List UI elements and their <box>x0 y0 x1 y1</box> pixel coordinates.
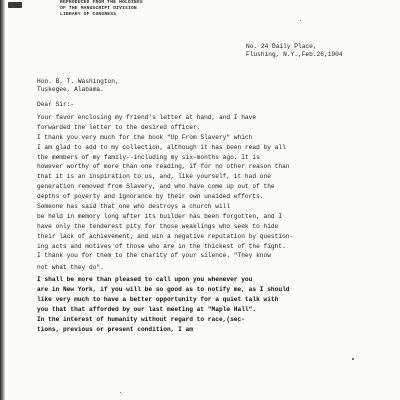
body-line: be held in memory long after its builder has been forgotten, and I <box>37 212 283 220</box>
body-line: are in New York, if you will be so good as to notify me, as I should <box>37 286 290 294</box>
stamp-line: LIBRARY OF CONGRESS <box>60 12 117 17</box>
body-line: generation removed from Slavery, and who have come up out of the <box>37 183 275 191</box>
archive-stamp <box>60 0 180 18</box>
body-line: I shall be more than pleased to call upon you whenever you <box>37 276 253 284</box>
letter-date: Flushing, N.Y.,Feb.26,1904 <box>246 51 343 58</box>
scan-speck <box>352 358 354 360</box>
body-line: you that that afforded by our last meeting at "Maple Hall". <box>37 306 257 314</box>
body-line: like very much to have a better opportunity for a quiet talk with <box>37 296 279 304</box>
recipient-block <box>37 78 119 94</box>
body-line: In the interest of humanity without regard to race,(sec- <box>37 315 245 323</box>
stamp-line: OF THE MANUSCRIPT DIVISION <box>60 6 137 11</box>
recipient-location: Tuskegee, Alabama. <box>37 86 104 93</box>
recipient-name: Hon. B. T. Washington, <box>37 78 119 85</box>
scan-edge-shadow <box>0 0 5 400</box>
body-line: however worthy of more than one reading, if for no other reason than <box>37 163 290 171</box>
body-line: the members of my family--including my six-months ago. It is <box>37 153 260 161</box>
sender-address: No. 24 Daily Place, <box>246 43 317 50</box>
body-line: depths of poverty and ignorance by their own unaided efforts. <box>37 193 264 201</box>
body-line: tions, previous or present condition, I am <box>37 325 193 333</box>
body-line: that it is an inspiration to us, and, like yourself, it had one <box>37 173 271 181</box>
salutation: Dear Sir:- <box>37 101 75 108</box>
hole-punch-mark <box>8 2 22 8</box>
sender-address-block <box>246 43 396 59</box>
body-line: forwarded the letter to the desired officer. <box>37 123 201 131</box>
body-line: Your favor enclosing my friend's letter at hand, and I have <box>37 114 257 121</box>
body-line: I am glad to add to my collection, although it has been read by all <box>37 143 286 151</box>
letter-body <box>37 113 387 335</box>
scan-speck <box>300 20 301 21</box>
body-line: not what they do". <box>37 264 104 272</box>
body-line: have only the tenderest pity for those weaklings who seek to hide <box>37 222 279 230</box>
body-line: Someone has said that one who destroys a church will <box>37 203 231 211</box>
body-line: ing acts and motives of those who are in the thickest of the fight. <box>37 242 286 250</box>
stamp-line: REPRODUCED FROM THE HOLDINGS <box>60 0 143 5</box>
body-line: their lack of achievement, and win a negative reputation by question- <box>37 232 294 240</box>
scan-speck <box>120 392 121 393</box>
body-line: I thank you very much for the book "Up From Slavery" which <box>37 133 253 141</box>
body-line: I thank you for them to the charity of your silence. "They know <box>37 252 271 260</box>
